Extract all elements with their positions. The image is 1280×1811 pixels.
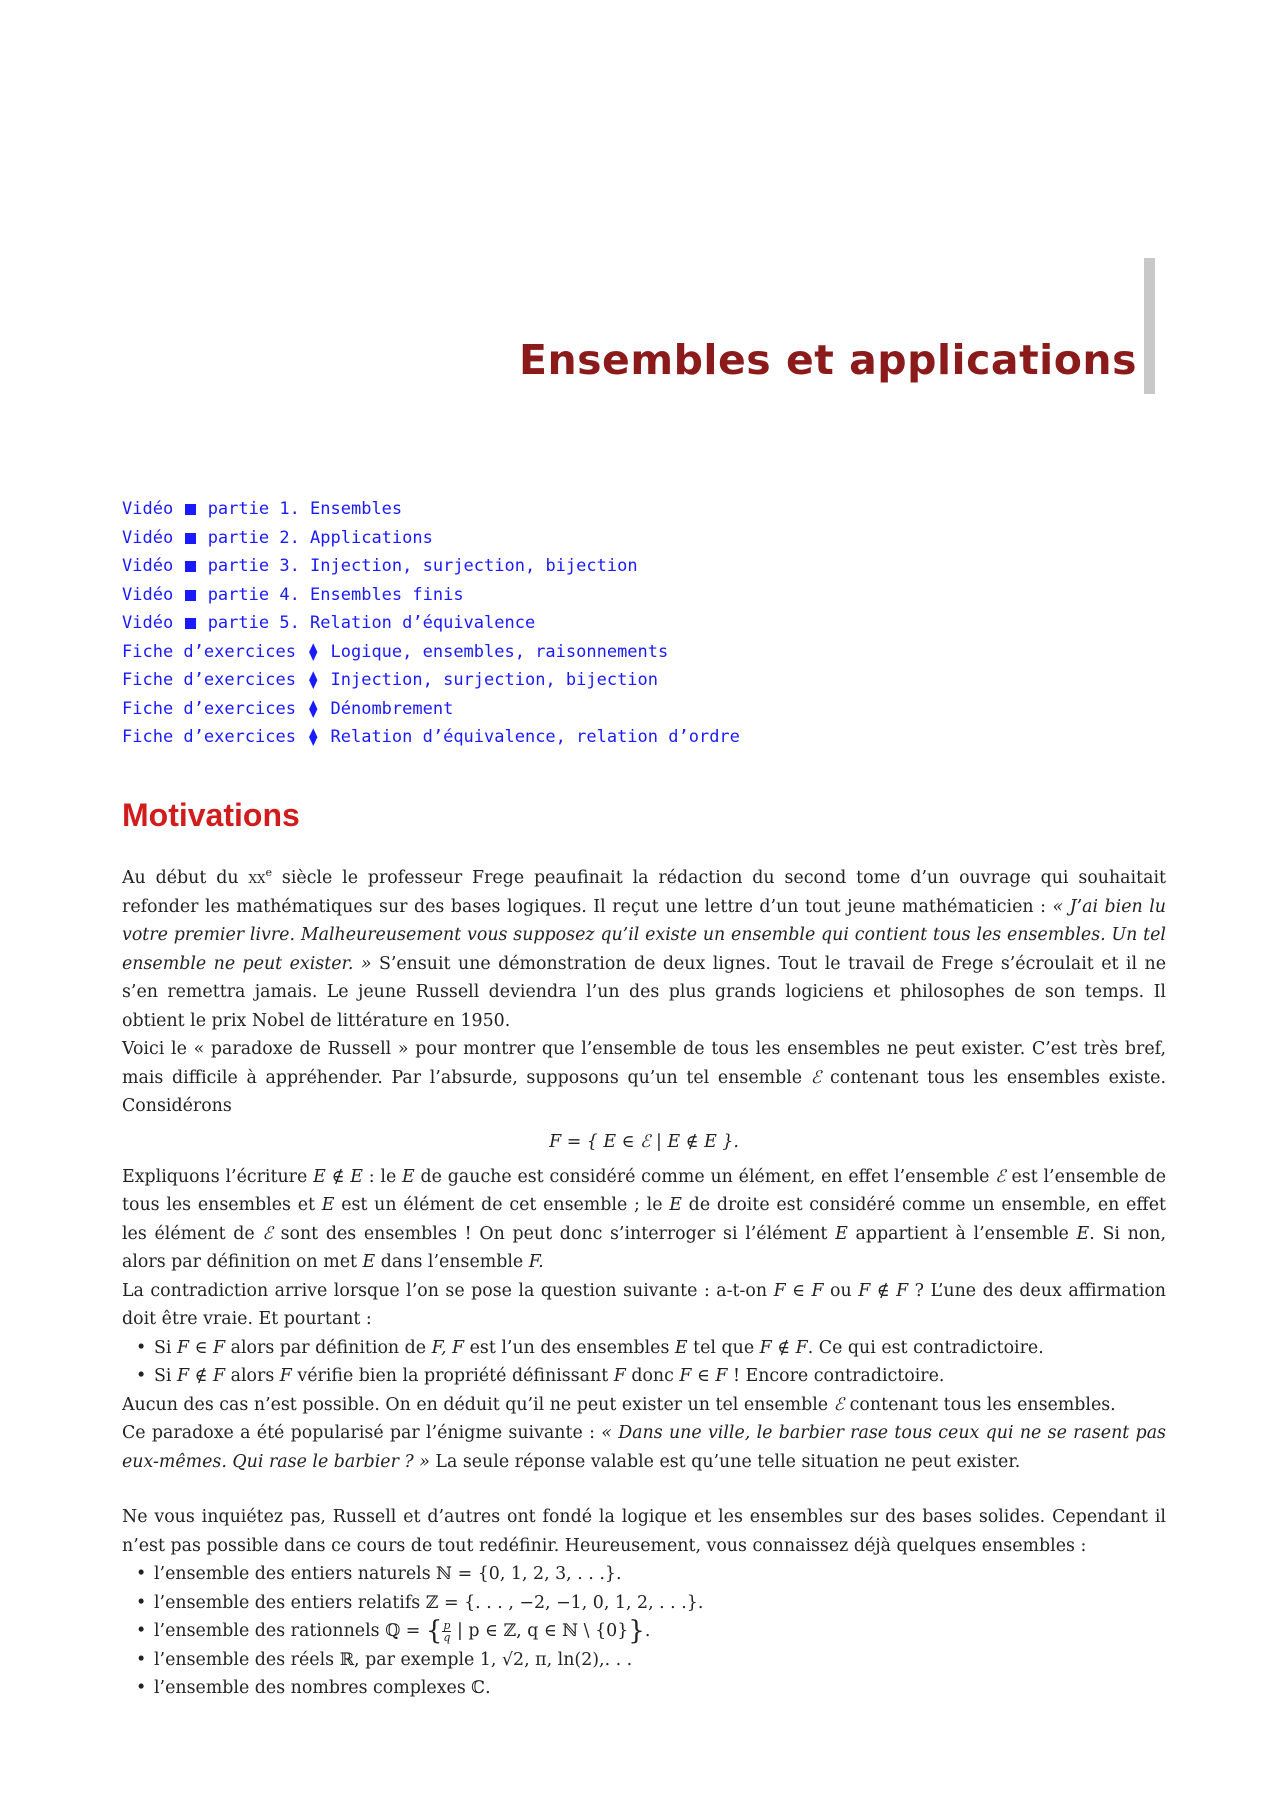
russell-set-formula: F = { E ∈ ℰ | E ∉ E }. (549, 1131, 739, 1152)
link-text: partie 4. Ensembles finis (207, 584, 464, 605)
square-bullet-icon (183, 495, 197, 524)
link-kind: Vidéo (122, 556, 174, 576)
list-item: • l’ensemble des réels ℝ, par exemple 1, √2, π, ln(2),. . . (122, 1646, 1166, 1675)
list-item: • l’ensemble des entiers naturels ℕ = {0, 1, 2, 3, . . .}. (122, 1560, 1166, 1589)
list-item: • l’ensemble des entiers relatifs ℤ = {. . . , −2, −1, 0, 1, 2, . . .}. (122, 1589, 1166, 1618)
list-item: • l’ensemble des nombres complexes ℂ. (122, 1674, 1166, 1703)
link-text: Injection, surjection, bijection (330, 670, 659, 690)
resource-links (122, 495, 740, 752)
square-bullet-icon (183, 581, 197, 610)
link-kind: Fiche d’exercices (122, 641, 296, 662)
paragraph: Voici le « paradoxe de Russell » pour montrer que l’ensemble de tous les ensembles ne peut exister. C’est très bref, mais difficile à appréhender. Par l’absurde, supposons qu’un tel ensemble ℰ contenant tous les ensembles existe. Considérons (122, 1039, 1167, 1116)
link-kind: Fiche d’exercices (122, 727, 296, 747)
link-text: Relation d’équivalence, relation d’ordre (330, 727, 740, 747)
paragraph: La contradiction arrive lorsque l’on se pose la question suivante : a-t-on F ∈ F ou F ∉ F ? L’une des deux affirmation doit être vraie. Et pourtant : (122, 1280, 1166, 1329)
section-title: Motivations (122, 797, 300, 833)
link-kind: Vidéo (122, 499, 174, 519)
resource-link[interactable] (122, 552, 740, 581)
paragraph: Ce paradoxe a été popularisé par l’énigme suivante : « Dans une ville, le barbier rase tous ceux qui ne se rasent pas eux-mêmes. Qui rase le barbier ? » La seule réponse valable est qu’une telle situation ne peut exister. (122, 1423, 1166, 1472)
resource-link[interactable] (122, 695, 740, 724)
resource-link[interactable] (122, 495, 740, 524)
square-bullet-icon (183, 524, 197, 553)
paragraph: Expliquons l’écriture E ∉ E : le E de gauche est considéré comme un élément, en effet l’ensemble ℰ est l’ensemble de tous les ensembles et E est un élément de cet ensemble ; le E de droite est considéré comme un ensemble, en effet les élément de ℰ sont des ensembles ! On peut donc s’interroger si l’élément E appartient à l’ensemble E. Si non, alors par définition on met E dans l’ensemble F. (122, 1166, 1167, 1272)
list-item: • Si F ∉ F alors F vérifie bien la propriété définissant F donc F ∈ F ! Encore contradictoire. (122, 1362, 1166, 1391)
link-kind: Vidéo (122, 584, 174, 605)
fraction: $\frac{p}{q}$ (443, 1619, 451, 1644)
list-item: • l’ensemble des rationnels ℚ = { $\frac{p}{q}$ | p ∈ ℤ, q ∈ ℕ \ {0}}. (122, 1617, 1166, 1646)
link-text: partie 2. Applications (207, 527, 433, 548)
chapter-side-bar (1144, 258, 1155, 394)
list-item: • Si F ∈ F alors par définition de F, F est l’un des ensembles E tel que F ∉ F. Ce qui est contradictoire. (122, 1334, 1166, 1363)
resource-link[interactable] (122, 638, 740, 667)
bullet-list (122, 1334, 1166, 1391)
resource-link[interactable] (122, 609, 740, 638)
section-body (122, 864, 1166, 1703)
link-text: Logique, ensembles, raisonnements (330, 641, 669, 662)
paragraph: Ne vous inquiétez pas, Russell et d’autres ont fondé la logique et les ensembles sur des bases solides. Cependant il n’est pas possible dans ce cours de tout redéfinir. Heureusement, vous connaissez déjà quelques ensembles : (122, 1507, 1166, 1556)
diamond-bullet-icon: ⧫ (308, 698, 319, 719)
paragraph-gap (122, 1476, 1166, 1503)
paragraph: Au début du $xx^e$ siècle le professeur Frege peaufinait la rédaction du second tome d’un ouvrage qui souhaitait refonder les mathématiques sur des bases logiques. Il reçut une lettre d’un tout jeune mathématicien : « J’ai bien lu votre premier livre. Malheureusement vous supposez qu’il existe un ensemble qui contient tous les ensembles. Un tel ensemble ne peut exister. » S’ensuit une démonstration de deux lignes. Tout le travail de Frege s’écroulait et il ne s’en remettra jamais. Le jeune Russell deviendra l’un des plus grands logiciens et philosophes de son temps. Il obtient le prix Nobel de littérature en 1950. (122, 866, 1166, 1031)
square-bullet-icon (183, 609, 197, 638)
square-bullet-icon (183, 552, 197, 581)
link-text: partie 5. Relation d’équivalence (207, 613, 536, 633)
chapter-title: Ensembles et applications (518, 336, 1137, 384)
resource-link[interactable] (122, 581, 740, 610)
diamond-bullet-icon: ⧫ (308, 641, 319, 662)
resource-link[interactable] (122, 666, 740, 695)
link-kind: Fiche d’exercices (122, 698, 296, 719)
link-text: Dénombrement (330, 698, 454, 719)
diamond-bullet-icon: ⧫ (308, 670, 319, 690)
resource-link[interactable] (122, 723, 740, 752)
link-kind: Vidéo (122, 527, 174, 548)
link-kind: Fiche d’exercices (122, 670, 296, 690)
link-text: partie 3. Injection, surjection, bijection (207, 556, 638, 576)
link-text: partie 1. Ensembles (207, 499, 403, 519)
paragraph: Aucun des cas n’est possible. On en déduit qu’il ne peut exister un tel ensemble ℰ contenant tous les ensembles. (122, 1394, 1116, 1415)
link-kind: Vidéo (122, 613, 174, 633)
known-sets-list (122, 1560, 1166, 1703)
diamond-bullet-icon: ⧫ (308, 727, 319, 747)
resource-link[interactable] (122, 524, 740, 553)
